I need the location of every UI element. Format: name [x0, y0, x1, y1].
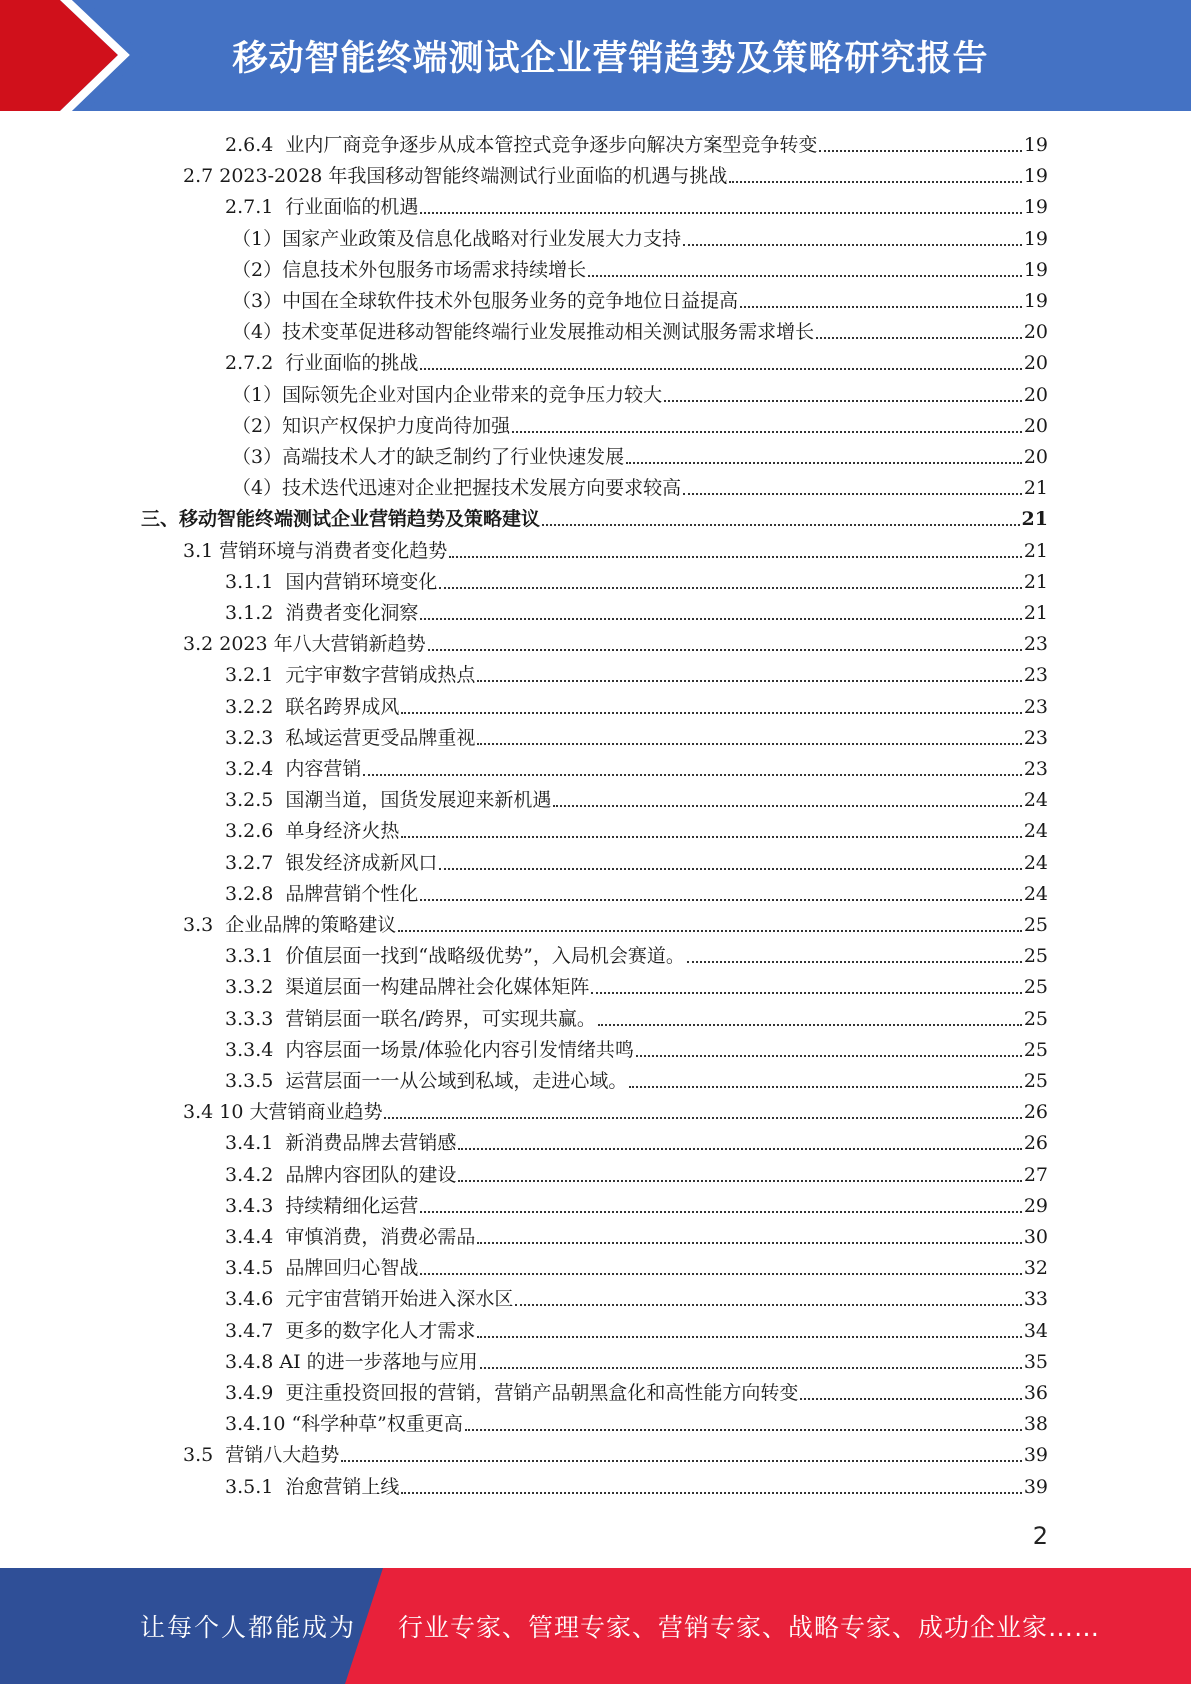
toc-entry[interactable]: [0, 656, 1048, 687]
toc-entry[interactable]: [0, 344, 1048, 375]
toc-entry-page: 35: [1023, 1350, 1048, 1373]
toc-entry-label: 3.2.3 私域运营更受品牌重视: [225, 726, 476, 749]
toc-entry[interactable]: [0, 1249, 1048, 1280]
toc-entry[interactable]: [0, 1000, 1048, 1031]
toc-entry-label: 3.1 营销环境与消费者变化趋势: [183, 539, 448, 562]
toc-entry-page: 20: [1023, 352, 1048, 375]
toc-entry[interactable]: [0, 188, 1048, 219]
toc-entry-page: 30: [1023, 1226, 1048, 1248]
toc-entry-label: 3.4.1 新消费品牌去营销感: [225, 1132, 457, 1155]
toc-leader-dots: [401, 712, 1021, 714]
toc-entry[interactable]: [0, 1468, 1048, 1499]
toc-leader-dots: [819, 150, 1021, 152]
toc-leader-dots: [740, 306, 1022, 308]
toc-entry[interactable]: [0, 968, 1048, 999]
toc-entry-label: 3.4.10 “科学种草”权重更高: [225, 1413, 463, 1436]
toc-leader-dots: [636, 1055, 1022, 1057]
toc-entry-page: 21: [1021, 508, 1048, 531]
toc-entry-page: 33: [1023, 1288, 1048, 1311]
toc-entry-label: 3.2.8 品牌营销个性化: [225, 882, 419, 905]
toc-entry-label: 3.2 2023 年八大营销新趋势: [183, 633, 426, 656]
toc-entry-page: 26: [1023, 1101, 1048, 1124]
toc-leader-dots: [428, 649, 1022, 651]
toc-leader-dots: [363, 774, 1021, 776]
toc-entry-label: 3.4.2 品牌内容团队的建设: [225, 1163, 457, 1186]
toc-entry[interactable]: [0, 688, 1048, 719]
toc-leader-dots: [465, 1429, 1022, 1431]
toc-entry-page: 38: [1023, 1413, 1048, 1436]
toc-leader-dots: [439, 587, 1021, 589]
toc-entry-page: 25: [1023, 1007, 1048, 1030]
toc-leader-dots: [401, 1492, 1021, 1494]
toc-entry-label: （3）高端技术人才的缺乏制约了行业快速发展: [232, 446, 625, 468]
toc-leader-dots: [477, 743, 1021, 745]
toc-entry[interactable]: [0, 812, 1048, 843]
toc-entry[interactable]: [0, 1343, 1048, 1374]
toc-leader-dots: [598, 1024, 1022, 1026]
toc-entry-page: 25: [1023, 945, 1048, 968]
toc-leader-dots: [420, 899, 1021, 901]
toc-leader-dots: [800, 1398, 1021, 1400]
toc-entry-page: 39: [1023, 1475, 1048, 1498]
toc-entry-page: 27: [1023, 1163, 1048, 1186]
toc-leader-dots: [398, 930, 1022, 932]
toc-entry[interactable]: [0, 750, 1048, 781]
toc-entry-label: 2.6.4 业内厂商竞争逐步从成本管控式竞争逐步向解决方案型竞争转变: [225, 134, 818, 156]
toc-entry[interactable]: [0, 157, 1048, 188]
toc-entry-page: 25: [1023, 976, 1048, 999]
toc-leader-dots: [384, 1117, 1021, 1119]
toc-entry-label: 3.3.3 营销层面一联名/跨界，可实现共赢。: [225, 1007, 596, 1030]
toc-entry[interactable]: [0, 1405, 1048, 1436]
toc-entry-page: 20: [1023, 446, 1048, 468]
toc-leader-dots: [420, 618, 1021, 620]
toc-entry-label: 2.7 2023-2028 年我国移动智能终端测试行业面临的机遇与挑战: [183, 165, 728, 188]
toc-entry[interactable]: [0, 407, 1048, 438]
toc-leader-dots: [588, 275, 1022, 277]
toc-entry-page: 19: [1023, 227, 1048, 250]
toc-entry-label: 3.2.4 内容营销: [225, 758, 362, 780]
document-title: 移动智能终端测试企业营销趋势及策略研究报告: [232, 38, 989, 79]
toc-leader-dots: [420, 1211, 1021, 1213]
toc-entry-page: 23: [1023, 758, 1048, 780]
toc-entry-label: 3.4.3 持续精细化运营: [225, 1194, 419, 1217]
toc-entry[interactable]: [0, 220, 1048, 251]
toc-entry-label: （4）技术变革促进移动智能终端行业发展推动相关测试服务需求增长: [232, 321, 815, 344]
toc-entry-page: 24: [1023, 789, 1048, 812]
toc-entry[interactable]: [0, 1031, 1048, 1062]
page-header: [0, 0, 1191, 111]
toc-entry-page: 39: [1023, 1444, 1048, 1467]
toc-entry-label: 3.3.5 运营层面一一从公域到私域，走进心域。: [225, 1070, 628, 1092]
toc-leader-dots: [401, 836, 1021, 838]
toc-leader-dots: [449, 556, 1022, 558]
toc-entry-label: 3.3.1 价值层面一找到“战略级优势”，入局机会赛道。: [225, 945, 685, 968]
toc-entry-page: 24: [1023, 851, 1048, 874]
toc-entry-label: 3.1.2 消费者变化洞察: [225, 602, 419, 624]
toc-entry-label: 2.7.2 行业面临的挑战: [225, 352, 419, 375]
toc-entry[interactable]: [0, 1436, 1048, 1467]
toc-entry-page: 21: [1023, 602, 1048, 624]
toc-entry-page: 19: [1023, 165, 1048, 188]
toc-leader-dots: [439, 868, 1021, 870]
toc-entry-page: 36: [1023, 1382, 1048, 1404]
toc-leader-dots: [420, 368, 1021, 370]
toc-leader-dots: [512, 431, 1022, 433]
toc-entry[interactable]: [0, 906, 1048, 937]
toc-leader-dots: [480, 1367, 1022, 1369]
toc-entry[interactable]: [0, 1218, 1048, 1249]
toc-leader-dots: [542, 524, 1020, 526]
toc-entry[interactable]: [0, 1374, 1048, 1405]
toc-entry-label: 3.1.1 国内营销环境变化: [225, 570, 438, 593]
toc-entry[interactable]: [0, 500, 1048, 531]
toc-entry-label: 3.2.5 国潮当道，国货发展迎来新机遇: [225, 789, 552, 812]
toc-entry-page: 19: [1023, 258, 1048, 281]
toc-entry-label: 3.4.6 元宇宙营销开始进入深水区: [225, 1288, 514, 1311]
toc-leader-dots: [687, 961, 1022, 963]
toc-entry[interactable]: [0, 937, 1048, 968]
toc-entry-label: 3.4.9 更注重投资回报的营销，营销产品朝黑盒化和高性能方向转变: [225, 1382, 799, 1404]
toc-entry-label: 3.5 营销八大趋势: [183, 1444, 340, 1467]
toc-leader-dots: [420, 1273, 1021, 1275]
toc-leader-dots: [553, 805, 1021, 807]
toc-entry-label: 3.4.4 审慎消费，消费必需品: [225, 1226, 476, 1248]
toc-leader-dots: [515, 1304, 1021, 1306]
toc-entry-page: 24: [1023, 882, 1048, 905]
toc-entry-page: 21: [1023, 570, 1048, 593]
toc-entry-page: 24: [1023, 820, 1048, 843]
toc-entry-page: 19: [1023, 196, 1048, 219]
toc-entry-label: 3.4.8 AI 的进一步落地与应用: [225, 1350, 478, 1373]
toc-entry-page: 19: [1023, 134, 1048, 156]
toc-entry[interactable]: [0, 594, 1048, 625]
toc-entry[interactable]: [0, 376, 1048, 407]
toc-leader-dots: [683, 493, 1022, 495]
toc-leader-dots: [341, 1460, 1022, 1462]
toc-entry-label: 3.2.2 联名跨界成风: [225, 695, 400, 718]
toc-entry-page: 23: [1023, 695, 1048, 718]
toc-entry[interactable]: [0, 438, 1048, 469]
toc-entry-page: 34: [1023, 1319, 1048, 1342]
toc-entry-page: 25: [1023, 914, 1048, 936]
toc-entry-label: 3.4.5 品牌回归心智战: [225, 1257, 419, 1280]
toc-entry[interactable]: [0, 251, 1048, 282]
toc-entry-label: 3.2.6 单身经济火热: [225, 820, 400, 843]
toc-entry[interactable]: [0, 469, 1048, 500]
toc-entry[interactable]: [0, 1062, 1048, 1093]
toc-entry[interactable]: [0, 719, 1048, 750]
toc-entry-page: 21: [1023, 477, 1048, 500]
toc-entry-label: （4）技术迭代迅速对企业把握技术发展方向要求较高: [232, 477, 682, 500]
toc-entry-label: （2）知识产权保护力度尚待加强: [232, 414, 511, 437]
toc-entry[interactable]: [0, 844, 1048, 875]
toc-entry-page: 26: [1023, 1132, 1048, 1155]
toc-entry-label: （1）国家产业政策及信息化战略对行业发展大力支持: [232, 227, 682, 250]
toc-entry-label: 3.2.1 元宇审数字营销成热点: [225, 664, 476, 687]
toc-entry-page: 32: [1023, 1257, 1048, 1280]
toc-entry-page: 25: [1023, 1038, 1048, 1061]
toc-leader-dots: [729, 181, 1021, 183]
toc-leader-dots: [477, 1336, 1021, 1338]
toc-leader-dots: [816, 337, 1022, 339]
toc-entry[interactable]: [0, 625, 1048, 656]
toc-entry-page: 23: [1023, 726, 1048, 749]
toc-entry-page: 29: [1023, 1194, 1048, 1217]
toc-leader-dots: [477, 1242, 1021, 1244]
toc-entry[interactable]: [0, 1156, 1048, 1187]
toc-entry-label: 三、移动智能终端测试企业营销趋势及策略建议: [141, 508, 541, 531]
toc-entry[interactable]: [0, 875, 1048, 906]
toc-entry[interactable]: [0, 126, 1048, 157]
toc-leader-dots: [629, 1086, 1021, 1088]
toc-leader-dots: [591, 992, 1021, 994]
toc-leader-dots: [683, 244, 1022, 246]
toc-leader-dots: [477, 680, 1021, 682]
footer-tagline: 行业专家、管理专家、营销专家、战略专家、成功企业家……: [398, 1613, 1101, 1642]
toc-entry[interactable]: [0, 1124, 1048, 1155]
page-number: 2: [1032, 1522, 1048, 1550]
toc-entry[interactable]: [0, 563, 1048, 594]
toc-entry-label: 2.7.1 行业面临的机遇: [225, 196, 419, 219]
toc-entry-page: 20: [1023, 414, 1048, 437]
toc-entry[interactable]: [0, 1312, 1048, 1343]
toc-leader-dots: [458, 1180, 1021, 1182]
toc-entry[interactable]: [0, 532, 1048, 563]
toc-entry-page: 19: [1023, 290, 1048, 312]
toc-entry-page: 20: [1023, 383, 1048, 406]
toc-entry-page: 21: [1023, 539, 1048, 562]
toc-leader-dots: [420, 212, 1021, 214]
toc-entry-page: 23: [1023, 664, 1048, 687]
toc-entry-label: 3.5.1 治愈营销上线: [225, 1475, 400, 1498]
toc-entry-page: 25: [1023, 1070, 1048, 1092]
toc-entry-label: （2）信息技术外包服务市场需求持续增长: [232, 258, 587, 281]
toc-entry-label: 3.4 10 大营销商业趋势: [183, 1101, 383, 1124]
toc-entry-label: 3.2.7 银发经济成新风口: [225, 851, 438, 874]
toc-entry-label: 3.3 企业品牌的策略建议: [183, 914, 397, 936]
header-arrow-decoration: [0, 0, 150, 111]
toc-entry-label: 3.4.7 更多的数字化人才需求: [225, 1319, 476, 1342]
toc-leader-dots: [664, 400, 1022, 402]
page-footer: [0, 1568, 1191, 1684]
footer-slogan: 让每个人都能成为: [140, 1613, 357, 1642]
toc-entry-page: 20: [1023, 321, 1048, 344]
toc-leader-dots: [626, 462, 1022, 464]
toc-entry-label: （1）国际领先企业对国内企业带来的竞争压力较大: [232, 383, 663, 406]
toc-entry[interactable]: [0, 1093, 1048, 1124]
toc-entry[interactable]: [0, 1280, 1048, 1311]
toc-entry[interactable]: [0, 1187, 1048, 1218]
toc-entry-label: 3.3.4 内容层面一场景/体验化内容引发情绪共鸣: [225, 1038, 634, 1061]
toc-entry[interactable]: [0, 313, 1048, 344]
toc-entry-label: 3.3.2 渠道层面一构建品牌社会化媒体矩阵: [225, 976, 590, 999]
toc-entry[interactable]: [0, 781, 1048, 812]
toc-entry-page: 23: [1023, 633, 1048, 656]
toc-entry-label: （3）中国在全球软件技术外包服务业务的竞争地位日益提高: [232, 290, 739, 312]
toc-entry[interactable]: [0, 282, 1048, 313]
toc-leader-dots: [458, 1148, 1021, 1150]
